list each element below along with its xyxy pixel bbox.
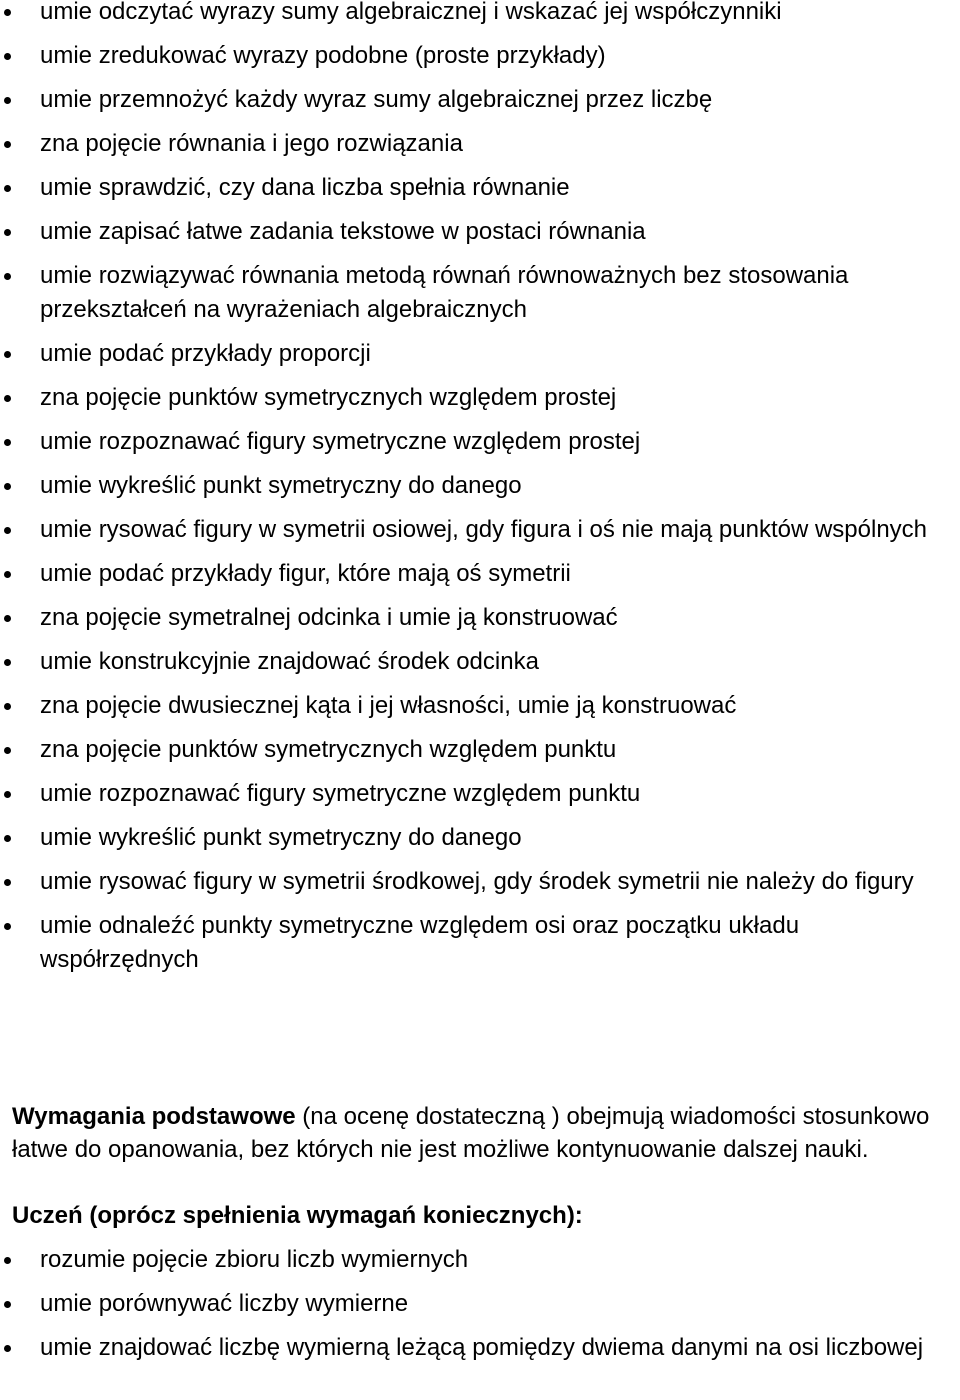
list-item-text: zna pojęcie symetralnej odcinka i umie ją konstruować: [40, 604, 618, 631]
list-item: [0, 39, 960, 73]
list-item: [0, 689, 960, 723]
list-item: [0, 733, 960, 767]
bullet-icon: [4, 571, 11, 578]
list-item: [0, 127, 960, 161]
bullet-icon: [4, 703, 11, 710]
list-item-text: umie zapisać łatwe zadania tekstowe w postaci równania: [40, 218, 646, 245]
paragraph-bold-lead: Wymagania podstawowe: [12, 1103, 296, 1130]
list-item-text: umie rozwiązywać równania metodą równań równoważnych bez stosowania przekształceń na wyrażeniach algebraicznych: [40, 262, 849, 323]
requirements-paragraph: [12, 1100, 952, 1166]
list-item-text: umie rysować figury w symetrii środkowej, gdy środek symetrii nie należy do figury: [40, 868, 914, 895]
list-item-text: zna pojęcie dwusiecznej kąta i jej własności, umie ją konstruować: [40, 692, 737, 719]
list-item-text: umie rozpoznawać figury symetryczne względem punktu: [40, 780, 641, 807]
list-item-text: umie zredukować wyrazy podobne (proste przykłady): [40, 42, 606, 69]
bullet-icon: [4, 395, 11, 402]
list-item: [0, 259, 960, 327]
bullet-icon: [4, 1257, 11, 1264]
bullet-icon: [4, 879, 11, 886]
list-item: [0, 865, 960, 899]
bullet-icon: [4, 659, 11, 666]
bullet-icon: [4, 229, 11, 236]
list-item-text: umie podać przykłady proporcji: [40, 340, 371, 367]
list-item: [0, 215, 960, 249]
list-item: [0, 645, 960, 679]
list-item-text: umie wykreślić punkt symetryczny do danego: [40, 824, 522, 851]
list-item: [0, 513, 960, 547]
list-item-text: umie sprawdzić, czy dana liczba spełnia równanie: [40, 174, 570, 201]
list-item: [0, 83, 960, 117]
bullet-icon: [4, 923, 11, 930]
list-item: [0, 601, 960, 635]
paragraph-text: (na ocenę dostateczną ) obejmują wiadomości stosunkowo łatwe do opanowania, bez których nie jest możliwe kontynuowanie dalszej nauki.: [12, 1103, 930, 1163]
list-item-text: umie odnaleźć punkty symetryczne względem osi oraz początku układu współrzędnych: [40, 912, 800, 973]
bullet-icon: [4, 1345, 11, 1352]
bullet-icon: [4, 439, 11, 446]
list-item-text: zna pojęcie punktów symetrycznych względem punktu: [40, 736, 617, 763]
list-item: [0, 1331, 960, 1365]
list-item-text: umie przemnożyć każdy wyraz sumy algebraicznej przez liczbę: [40, 86, 713, 113]
list-item-text: umie wykreślić punkt symetryczny do danego: [40, 472, 522, 499]
list-item: [0, 557, 960, 591]
bullet-icon: [4, 747, 11, 754]
list-item-text: umie podać przykłady figur, które mają oś symetrii: [40, 560, 571, 587]
bullet-icon: [4, 53, 11, 60]
list-item-text: umie konstrukcyjnie znajdować środek odcinka: [40, 648, 539, 675]
bullet-icon: [4, 1301, 11, 1308]
list-item-text: umie rozpoznawać figury symetryczne względem prostej: [40, 428, 641, 455]
list-item: [0, 171, 960, 205]
bullet-icon: [4, 527, 11, 534]
bullet-icon: [4, 483, 11, 490]
list-item: [0, 1287, 960, 1321]
list-item: [0, 821, 960, 855]
list-item: [0, 337, 960, 371]
bullet-icon: [4, 9, 11, 16]
list-item: [0, 0, 960, 29]
list-item-text: rozumie pojęcie zbioru liczb wymiernych: [40, 1246, 469, 1273]
bullet-icon: [4, 273, 11, 280]
bullet-icon: [4, 141, 11, 148]
bullet-icon: [4, 351, 11, 358]
list-item: [0, 381, 960, 415]
list-item: [0, 1243, 960, 1277]
list-item-text: umie rysować figury w symetrii osiowej, gdy figura i oś nie mają punktów wspólnych: [40, 516, 928, 543]
section-heading: Uczeń (oprócz spełnienia wymagań koniecznych):: [12, 1202, 583, 1229]
list-item-text: zna pojęcie punktów symetrycznych względem prostej: [40, 384, 617, 411]
bullet-icon: [4, 615, 11, 622]
list-item-text: umie porównywać liczby wymierne: [40, 1290, 409, 1317]
list-item-text: zna pojęcie równania i jego rozwiązania: [40, 130, 463, 157]
list-item-text: umie znajdować liczbę wymierną leżącą pomiędzy dwiema danymi na osi liczbowej: [40, 1334, 924, 1361]
list-item: [0, 469, 960, 503]
requirements-list-standard: [0, 1243, 960, 1375]
list-item: [0, 777, 960, 811]
list-item: [0, 909, 960, 977]
bullet-icon: [4, 185, 11, 192]
bullet-icon: [4, 835, 11, 842]
bullet-icon: [4, 791, 11, 798]
list-item-text: umie odczytać wyrazy sumy algebraicznej i wskazać jej współczynniki: [40, 0, 782, 25]
bullet-icon: [4, 97, 11, 104]
list-item: [0, 425, 960, 459]
